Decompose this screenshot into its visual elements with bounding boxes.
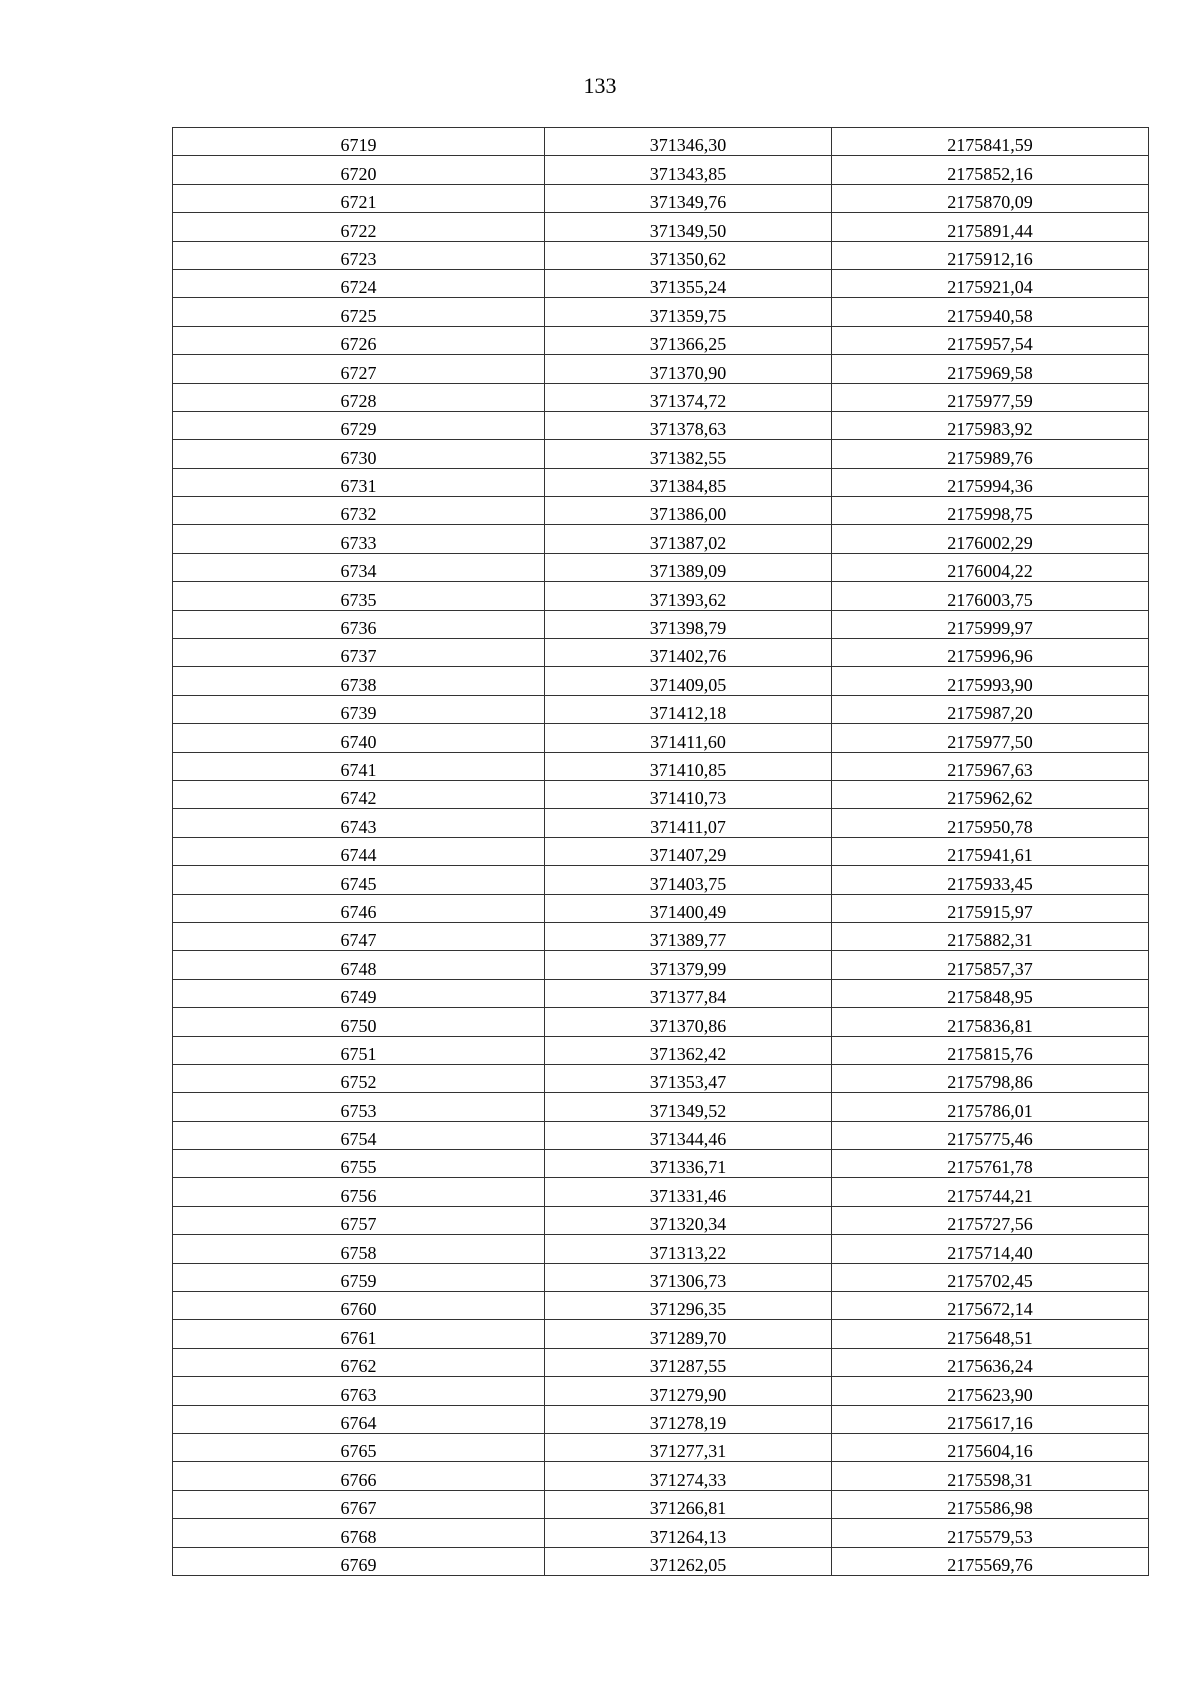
table-row	[173, 326, 1149, 354]
table-row	[173, 269, 1149, 297]
table-row	[173, 1235, 1149, 1263]
x-coordinate-cell: 371277,31	[545, 1433, 832, 1461]
x-coordinate-cell: 371350,62	[545, 241, 832, 269]
y-coordinate-cell: 2175586,98	[832, 1490, 1149, 1518]
point-number-cell: 6739	[173, 695, 545, 723]
y-coordinate-cell: 2175672,14	[832, 1292, 1149, 1320]
y-coordinate-cell: 2175841,59	[832, 128, 1149, 156]
point-number-cell: 6765	[173, 1433, 545, 1461]
point-number-cell: 6747	[173, 922, 545, 950]
table-row	[173, 724, 1149, 752]
point-number-cell: 6738	[173, 667, 545, 695]
table-row	[173, 1064, 1149, 1092]
x-coordinate-cell: 371370,86	[545, 1008, 832, 1036]
y-coordinate-cell: 2175933,45	[832, 866, 1149, 894]
y-coordinate-cell: 2175915,97	[832, 894, 1149, 922]
y-coordinate-cell: 2175636,24	[832, 1348, 1149, 1376]
x-coordinate-cell: 371355,24	[545, 269, 832, 297]
x-coordinate-cell: 371410,85	[545, 752, 832, 780]
table-row	[173, 1547, 1149, 1575]
point-number-cell: 6734	[173, 553, 545, 581]
point-number-cell: 6729	[173, 411, 545, 439]
point-number-cell: 6751	[173, 1036, 545, 1064]
table-row	[173, 355, 1149, 383]
y-coordinate-cell: 2175882,31	[832, 922, 1149, 950]
y-coordinate-cell: 2175744,21	[832, 1178, 1149, 1206]
table-row	[173, 241, 1149, 269]
x-coordinate-cell: 371331,46	[545, 1178, 832, 1206]
table-row	[173, 1036, 1149, 1064]
point-number-cell: 6736	[173, 610, 545, 638]
x-coordinate-cell: 371412,18	[545, 695, 832, 723]
table-row	[173, 1008, 1149, 1036]
y-coordinate-cell: 2175941,61	[832, 837, 1149, 865]
y-coordinate-cell: 2175891,44	[832, 213, 1149, 241]
y-coordinate-cell: 2175604,16	[832, 1433, 1149, 1461]
table-row	[173, 298, 1149, 326]
y-coordinate-cell: 2175836,81	[832, 1008, 1149, 1036]
y-coordinate-cell: 2175962,62	[832, 780, 1149, 808]
x-coordinate-cell: 371370,90	[545, 355, 832, 383]
x-coordinate-cell: 371389,77	[545, 922, 832, 950]
x-coordinate-cell: 371287,55	[545, 1348, 832, 1376]
x-coordinate-cell: 371349,76	[545, 184, 832, 212]
y-coordinate-cell: 2175617,16	[832, 1405, 1149, 1433]
y-coordinate-cell: 2175977,50	[832, 724, 1149, 752]
coordinates-table	[172, 127, 1149, 1576]
table-row	[173, 553, 1149, 581]
y-coordinate-cell: 2175857,37	[832, 951, 1149, 979]
y-coordinate-cell: 2175921,04	[832, 269, 1149, 297]
x-coordinate-cell: 371320,34	[545, 1206, 832, 1234]
y-coordinate-cell: 2175598,31	[832, 1462, 1149, 1490]
point-number-cell: 6768	[173, 1519, 545, 1547]
table-row	[173, 1206, 1149, 1234]
table-row	[173, 383, 1149, 411]
point-number-cell: 6760	[173, 1292, 545, 1320]
point-number-cell: 6720	[173, 156, 545, 184]
table-row	[173, 1377, 1149, 1405]
y-coordinate-cell: 2176004,22	[832, 553, 1149, 581]
point-number-cell: 6766	[173, 1462, 545, 1490]
table-row	[173, 1490, 1149, 1518]
x-coordinate-cell: 371400,49	[545, 894, 832, 922]
table-row	[173, 1405, 1149, 1433]
point-number-cell: 6749	[173, 979, 545, 1007]
y-coordinate-cell: 2175983,92	[832, 411, 1149, 439]
point-number-cell: 6759	[173, 1263, 545, 1291]
point-number-cell: 6750	[173, 1008, 545, 1036]
table-row	[173, 156, 1149, 184]
point-number-cell: 6724	[173, 269, 545, 297]
point-number-cell: 6757	[173, 1206, 545, 1234]
x-coordinate-cell: 371296,35	[545, 1292, 832, 1320]
point-number-cell: 6731	[173, 468, 545, 496]
point-number-cell: 6725	[173, 298, 545, 326]
y-coordinate-cell: 2175798,86	[832, 1064, 1149, 1092]
table-row	[173, 213, 1149, 241]
y-coordinate-cell: 2175999,97	[832, 610, 1149, 638]
point-number-cell: 6730	[173, 440, 545, 468]
table-row	[173, 1433, 1149, 1461]
table-row	[173, 497, 1149, 525]
table-row	[173, 1093, 1149, 1121]
y-coordinate-cell: 2175994,36	[832, 468, 1149, 496]
x-coordinate-cell: 371384,85	[545, 468, 832, 496]
y-coordinate-cell: 2175940,58	[832, 298, 1149, 326]
y-coordinate-cell: 2175977,59	[832, 383, 1149, 411]
table-row	[173, 667, 1149, 695]
x-coordinate-cell: 371349,50	[545, 213, 832, 241]
y-coordinate-cell: 2175852,16	[832, 156, 1149, 184]
x-coordinate-cell: 371349,52	[545, 1093, 832, 1121]
page-number: 133	[583, 73, 617, 98]
table-row	[173, 639, 1149, 667]
point-number-cell: 6735	[173, 582, 545, 610]
table-row	[173, 922, 1149, 950]
table-row	[173, 752, 1149, 780]
y-coordinate-cell: 2175989,76	[832, 440, 1149, 468]
x-coordinate-cell: 371411,07	[545, 809, 832, 837]
y-coordinate-cell: 2175967,63	[832, 752, 1149, 780]
x-coordinate-cell: 371393,62	[545, 582, 832, 610]
x-coordinate-cell: 371279,90	[545, 1377, 832, 1405]
x-coordinate-cell: 371274,33	[545, 1462, 832, 1490]
x-coordinate-cell: 371264,13	[545, 1519, 832, 1547]
x-coordinate-cell: 371344,46	[545, 1121, 832, 1149]
table-row	[173, 1320, 1149, 1348]
x-coordinate-cell: 371374,72	[545, 383, 832, 411]
table-row	[173, 582, 1149, 610]
x-coordinate-cell: 371378,63	[545, 411, 832, 439]
table-row	[173, 837, 1149, 865]
x-coordinate-cell: 371278,19	[545, 1405, 832, 1433]
table-row	[173, 894, 1149, 922]
y-coordinate-cell: 2175957,54	[832, 326, 1149, 354]
table-row	[173, 525, 1149, 553]
point-number-cell: 6742	[173, 780, 545, 808]
table-row	[173, 1178, 1149, 1206]
point-number-cell: 6745	[173, 866, 545, 894]
table-row	[173, 1292, 1149, 1320]
y-coordinate-cell: 2175815,76	[832, 1036, 1149, 1064]
x-coordinate-cell: 371289,70	[545, 1320, 832, 1348]
point-number-cell: 6756	[173, 1178, 545, 1206]
y-coordinate-cell: 2175648,51	[832, 1320, 1149, 1348]
x-coordinate-cell: 371266,81	[545, 1490, 832, 1518]
x-coordinate-cell: 371313,22	[545, 1235, 832, 1263]
point-number-cell: 6761	[173, 1320, 545, 1348]
point-number-cell: 6740	[173, 724, 545, 752]
table-row	[173, 1263, 1149, 1291]
table-row	[173, 1150, 1149, 1178]
x-coordinate-cell: 371403,75	[545, 866, 832, 894]
table-row	[173, 1121, 1149, 1149]
x-coordinate-cell: 371389,09	[545, 553, 832, 581]
point-number-cell: 6733	[173, 525, 545, 553]
point-number-cell: 6763	[173, 1377, 545, 1405]
y-coordinate-cell: 2175998,75	[832, 497, 1149, 525]
y-coordinate-cell: 2176003,75	[832, 582, 1149, 610]
x-coordinate-cell: 371343,85	[545, 156, 832, 184]
table-row	[173, 1462, 1149, 1490]
point-number-cell: 6752	[173, 1064, 545, 1092]
x-coordinate-cell: 371411,60	[545, 724, 832, 752]
x-coordinate-cell: 371353,47	[545, 1064, 832, 1092]
y-coordinate-cell: 2175786,01	[832, 1093, 1149, 1121]
x-coordinate-cell: 371346,30	[545, 128, 832, 156]
x-coordinate-cell: 371379,99	[545, 951, 832, 979]
y-coordinate-cell: 2175848,95	[832, 979, 1149, 1007]
point-number-cell: 6722	[173, 213, 545, 241]
table-row	[173, 695, 1149, 723]
table-row	[173, 979, 1149, 1007]
point-number-cell: 6721	[173, 184, 545, 212]
x-coordinate-cell: 371359,75	[545, 298, 832, 326]
x-coordinate-cell: 371407,29	[545, 837, 832, 865]
x-coordinate-cell: 371398,79	[545, 610, 832, 638]
point-number-cell: 6755	[173, 1150, 545, 1178]
y-coordinate-cell: 2175775,46	[832, 1121, 1149, 1149]
table-row	[173, 128, 1149, 156]
point-number-cell: 6753	[173, 1093, 545, 1121]
point-number-cell: 6719	[173, 128, 545, 156]
x-coordinate-cell: 371362,42	[545, 1036, 832, 1064]
table-row	[173, 610, 1149, 638]
y-coordinate-cell: 2175623,90	[832, 1377, 1149, 1405]
x-coordinate-cell: 371366,25	[545, 326, 832, 354]
y-coordinate-cell: 2175993,90	[832, 667, 1149, 695]
y-coordinate-cell: 2175569,76	[832, 1547, 1149, 1575]
x-coordinate-cell: 371387,02	[545, 525, 832, 553]
table-row	[173, 866, 1149, 894]
table-row	[173, 1348, 1149, 1376]
x-coordinate-cell: 371386,00	[545, 497, 832, 525]
point-number-cell: 6769	[173, 1547, 545, 1575]
x-coordinate-cell: 371409,05	[545, 667, 832, 695]
y-coordinate-cell: 2175870,09	[832, 184, 1149, 212]
point-number-cell: 6754	[173, 1121, 545, 1149]
point-number-cell: 6746	[173, 894, 545, 922]
table-row	[173, 184, 1149, 212]
y-coordinate-cell: 2175996,96	[832, 639, 1149, 667]
x-coordinate-cell: 371410,73	[545, 780, 832, 808]
y-coordinate-cell: 2175987,20	[832, 695, 1149, 723]
point-number-cell: 6726	[173, 326, 545, 354]
x-coordinate-cell: 371262,05	[545, 1547, 832, 1575]
point-number-cell: 6767	[173, 1490, 545, 1518]
table-row	[173, 468, 1149, 496]
y-coordinate-cell: 2175950,78	[832, 809, 1149, 837]
y-coordinate-cell: 2175702,45	[832, 1263, 1149, 1291]
y-coordinate-cell: 2175912,16	[832, 241, 1149, 269]
y-coordinate-cell: 2175761,78	[832, 1150, 1149, 1178]
table-row	[173, 780, 1149, 808]
x-coordinate-cell: 371306,73	[545, 1263, 832, 1291]
y-coordinate-cell: 2175714,40	[832, 1235, 1149, 1263]
point-number-cell: 6758	[173, 1235, 545, 1263]
y-coordinate-cell: 2175727,56	[832, 1206, 1149, 1234]
y-coordinate-cell: 2175579,53	[832, 1519, 1149, 1547]
point-number-cell: 6762	[173, 1348, 545, 1376]
table-row	[173, 1519, 1149, 1547]
point-number-cell: 6737	[173, 639, 545, 667]
y-coordinate-cell: 2176002,29	[832, 525, 1149, 553]
point-number-cell: 6743	[173, 809, 545, 837]
x-coordinate-cell: 371336,71	[545, 1150, 832, 1178]
point-number-cell: 6732	[173, 497, 545, 525]
table-row	[173, 809, 1149, 837]
table-row	[173, 440, 1149, 468]
point-number-cell: 6727	[173, 355, 545, 383]
point-number-cell: 6744	[173, 837, 545, 865]
table-row	[173, 411, 1149, 439]
x-coordinate-cell: 371382,55	[545, 440, 832, 468]
point-number-cell: 6741	[173, 752, 545, 780]
point-number-cell: 6764	[173, 1405, 545, 1433]
table-row	[173, 951, 1149, 979]
x-coordinate-cell: 371402,76	[545, 639, 832, 667]
y-coordinate-cell: 2175969,58	[832, 355, 1149, 383]
point-number-cell: 6723	[173, 241, 545, 269]
point-number-cell: 6748	[173, 951, 545, 979]
x-coordinate-cell: 371377,84	[545, 979, 832, 1007]
point-number-cell: 6728	[173, 383, 545, 411]
coordinates-table-body	[173, 128, 1149, 1576]
